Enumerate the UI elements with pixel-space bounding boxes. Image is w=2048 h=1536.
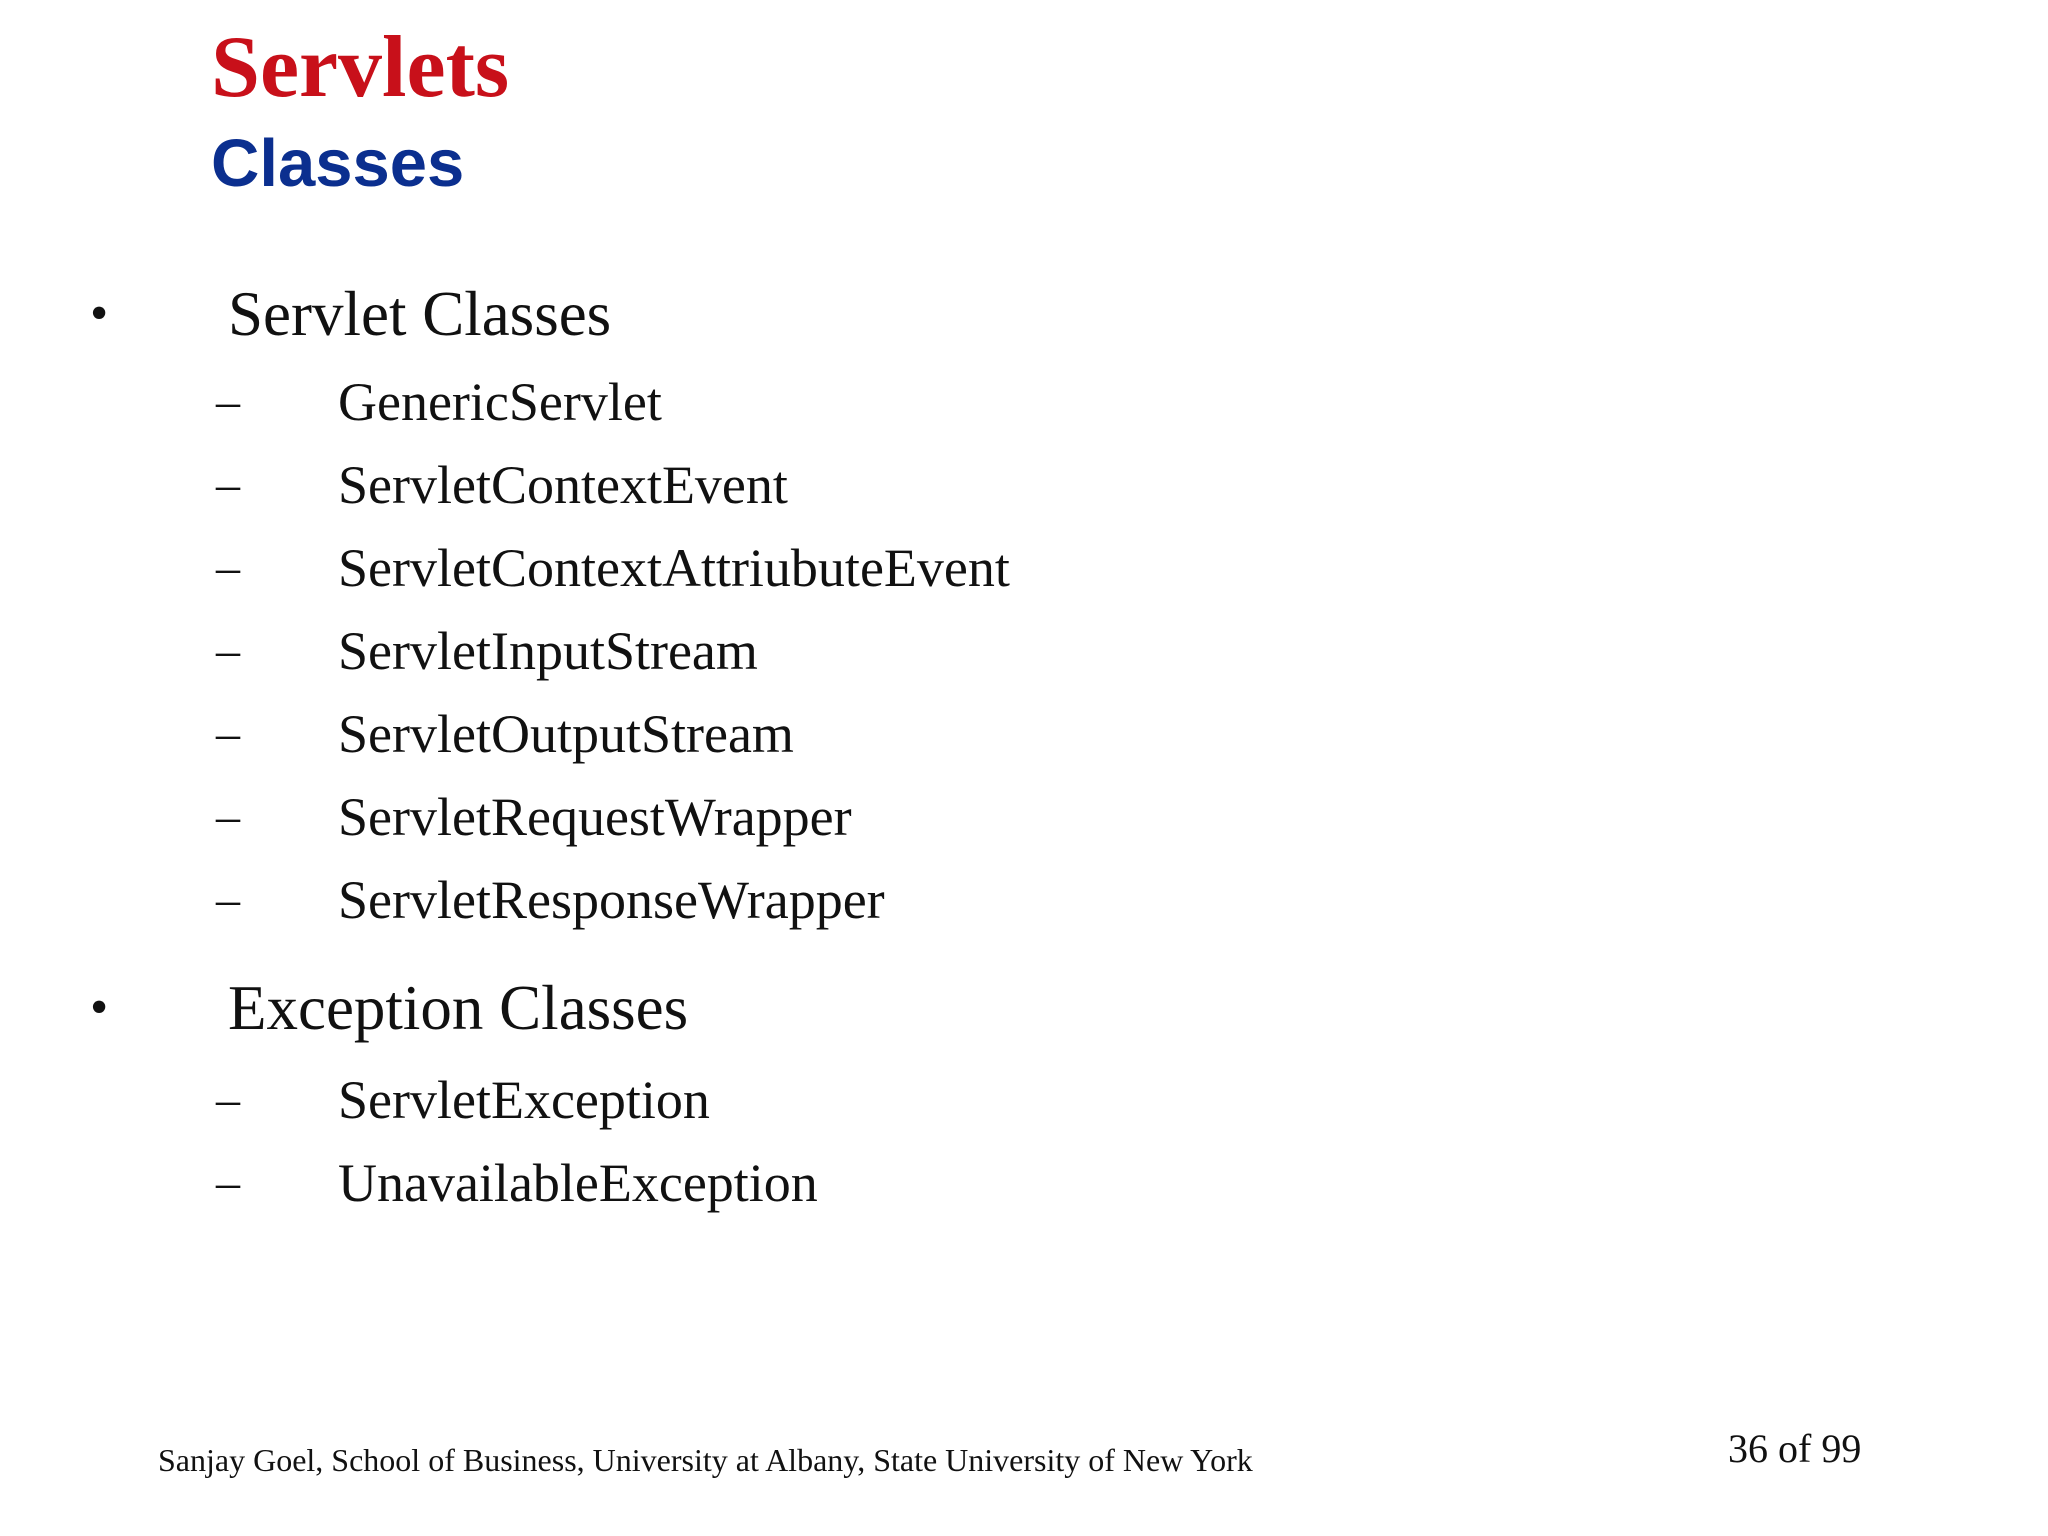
dash-icon: – [216, 375, 240, 428]
slide-subtitle: Classes [211, 126, 465, 201]
list-item: ServletException [338, 1070, 710, 1130]
section-heading: Servlet Classes [228, 279, 612, 349]
bullet-icon: • [90, 285, 109, 342]
dash-icon: – [216, 541, 240, 594]
list-item: ServletRequestWrapper [338, 787, 852, 847]
bullet-icon: • [90, 979, 109, 1036]
dash-icon: – [216, 1156, 240, 1209]
dash-icon: – [216, 873, 240, 926]
list-item: ServletInputStream [338, 621, 758, 681]
list-item: UnavailableException [338, 1153, 818, 1213]
list-item: ServletResponseWrapper [338, 870, 885, 930]
list-item: ServletContextAttriubuteEvent [338, 538, 1010, 598]
dash-icon: – [216, 707, 240, 760]
dash-icon: – [216, 790, 240, 843]
list-item: ServletContextEvent [338, 455, 788, 515]
dash-icon: – [216, 624, 240, 677]
footer-author: Sanjay Goel, School of Business, University at Albany, State University of New York [158, 1442, 1253, 1478]
page-number: 36 of 99 [1728, 1426, 1862, 1471]
dash-icon: – [216, 1073, 240, 1126]
list-item: ServletOutputStream [338, 704, 794, 764]
slide-title: Servlets [211, 19, 510, 116]
dash-icon: – [216, 458, 240, 511]
section-heading: Exception Classes [228, 973, 689, 1043]
list-item: GenericServlet [338, 372, 662, 432]
